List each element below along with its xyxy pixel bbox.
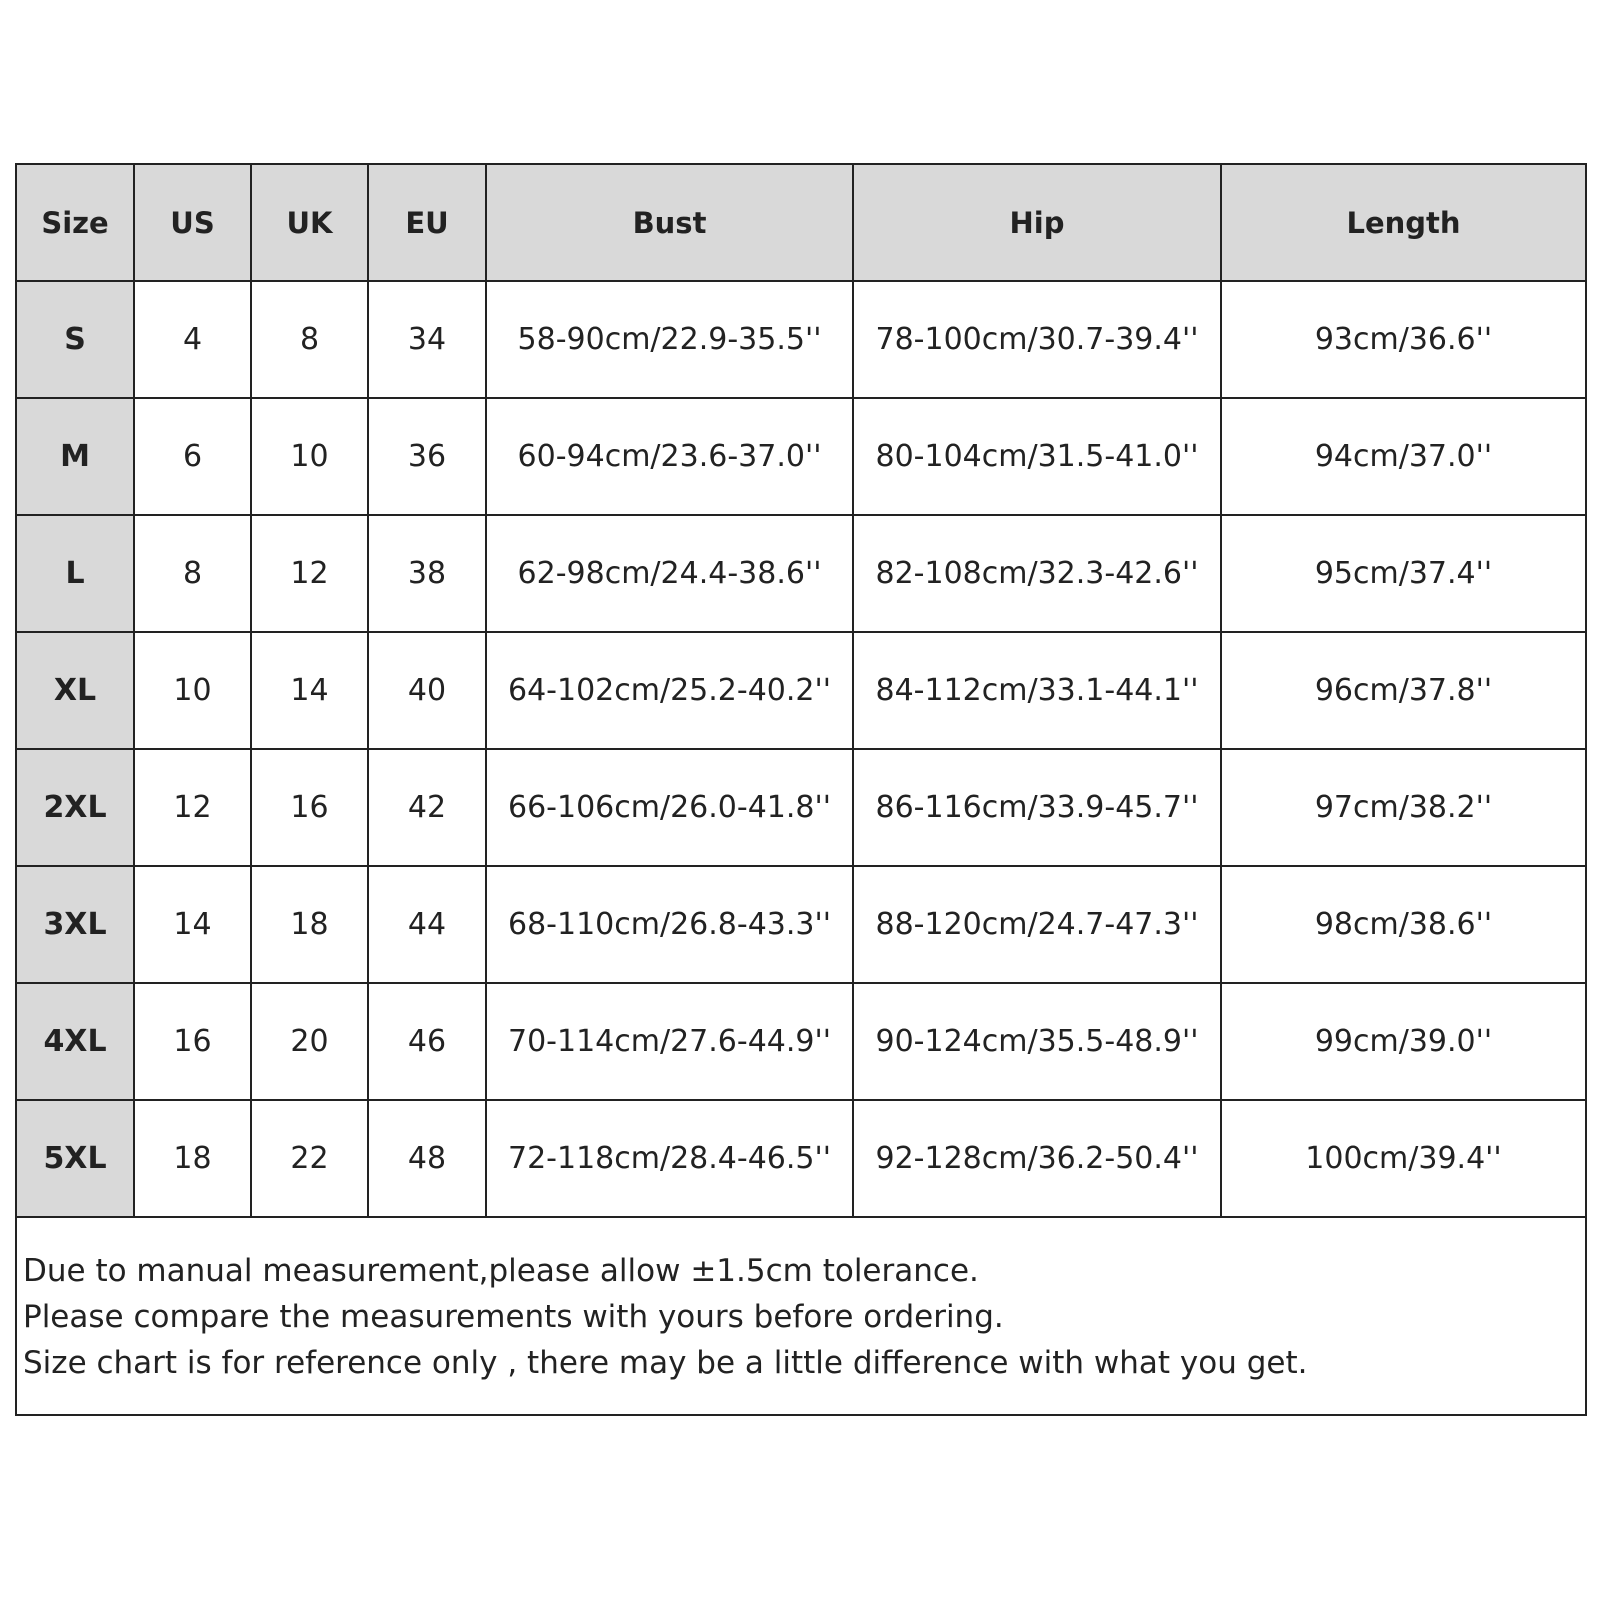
cell-hip: 86-116cm/33.9-45.7'' <box>853 749 1221 866</box>
cell-hip: 80-104cm/31.5-41.0'' <box>853 398 1221 515</box>
table-row <box>17 398 1585 515</box>
header-row <box>17 165 1585 281</box>
cell-bust: 70-114cm/27.6-44.9'' <box>486 983 853 1100</box>
cell-us: 10 <box>134 632 251 749</box>
cell-length: 93cm/36.6'' <box>1221 281 1585 398</box>
cell-eu: 38 <box>368 515 486 632</box>
cell-us: 14 <box>134 866 251 983</box>
table-row <box>17 983 1585 1100</box>
cell-uk: 22 <box>251 1100 368 1217</box>
column-header-eu: EU <box>368 165 486 281</box>
cell-uk: 14 <box>251 632 368 749</box>
cell-bust: 64-102cm/25.2-40.2'' <box>486 632 853 749</box>
column-header-length: Length <box>1221 165 1585 281</box>
size-label: 3XL <box>17 866 134 983</box>
cell-bust: 72-118cm/28.4-46.5'' <box>486 1100 853 1217</box>
cell-eu: 44 <box>368 866 486 983</box>
size-label: 5XL <box>17 1100 134 1217</box>
table-row <box>17 632 1585 749</box>
cell-eu: 48 <box>368 1100 486 1217</box>
cell-length: 98cm/38.6'' <box>1221 866 1585 983</box>
column-header-us: US <box>134 165 251 281</box>
cell-length: 100cm/39.4'' <box>1221 1100 1585 1217</box>
column-header-hip: Hip <box>853 165 1221 281</box>
cell-uk: 16 <box>251 749 368 866</box>
size-label: S <box>17 281 134 398</box>
cell-us: 16 <box>134 983 251 1100</box>
cell-hip: 92-128cm/36.2-50.4'' <box>853 1100 1221 1217</box>
cell-uk: 20 <box>251 983 368 1100</box>
size-label: L <box>17 515 134 632</box>
cell-hip: 90-124cm/35.5-48.9'' <box>853 983 1221 1100</box>
cell-hip: 84-112cm/33.1-44.1'' <box>853 632 1221 749</box>
column-header-size: Size <box>17 165 134 281</box>
table-row <box>17 866 1585 983</box>
cell-uk: 18 <box>251 866 368 983</box>
cell-us: 12 <box>134 749 251 866</box>
notes <box>17 1218 1585 1414</box>
size-label: XL <box>17 632 134 749</box>
table-row <box>17 1100 1585 1217</box>
cell-length: 95cm/37.4'' <box>1221 515 1585 632</box>
cell-length: 99cm/39.0'' <box>1221 983 1585 1100</box>
cell-us: 8 <box>134 515 251 632</box>
cell-eu: 40 <box>368 632 486 749</box>
size-table <box>17 165 1585 1218</box>
cell-us: 6 <box>134 398 251 515</box>
note-line: Due to manual measurement,please allow ±1.5cm tolerance. <box>23 1253 979 1289</box>
table-row <box>17 749 1585 866</box>
cell-us: 18 <box>134 1100 251 1217</box>
note-line: Size chart is for reference only , there may be a little difference with what you get. <box>23 1345 1308 1381</box>
cell-uk: 8 <box>251 281 368 398</box>
column-header-bust: Bust <box>486 165 853 281</box>
size-label: M <box>17 398 134 515</box>
cell-bust: 58-90cm/22.9-35.5'' <box>486 281 853 398</box>
cell-bust: 60-94cm/23.6-37.0'' <box>486 398 853 515</box>
size-label: 4XL <box>17 983 134 1100</box>
note-line: Please compare the measurements with yours before ordering. <box>23 1299 1004 1335</box>
table-row <box>17 281 1585 398</box>
cell-length: 96cm/37.8'' <box>1221 632 1585 749</box>
cell-hip: 88-120cm/24.7-47.3'' <box>853 866 1221 983</box>
table-row <box>17 515 1585 632</box>
cell-eu: 46 <box>368 983 486 1100</box>
cell-us: 4 <box>134 281 251 398</box>
cell-hip: 82-108cm/32.3-42.6'' <box>853 515 1221 632</box>
cell-bust: 68-110cm/26.8-43.3'' <box>486 866 853 983</box>
size-label: 2XL <box>17 749 134 866</box>
cell-bust: 62-98cm/24.4-38.6'' <box>486 515 853 632</box>
cell-uk: 10 <box>251 398 368 515</box>
column-header-uk: UK <box>251 165 368 281</box>
cell-length: 94cm/37.0'' <box>1221 398 1585 515</box>
cell-length: 97cm/38.2'' <box>1221 749 1585 866</box>
cell-eu: 36 <box>368 398 486 515</box>
cell-bust: 66-106cm/26.0-41.8'' <box>486 749 853 866</box>
cell-uk: 12 <box>251 515 368 632</box>
cell-hip: 78-100cm/30.7-39.4'' <box>853 281 1221 398</box>
size-chart <box>15 163 1587 1416</box>
cell-eu: 42 <box>368 749 486 866</box>
cell-eu: 34 <box>368 281 486 398</box>
